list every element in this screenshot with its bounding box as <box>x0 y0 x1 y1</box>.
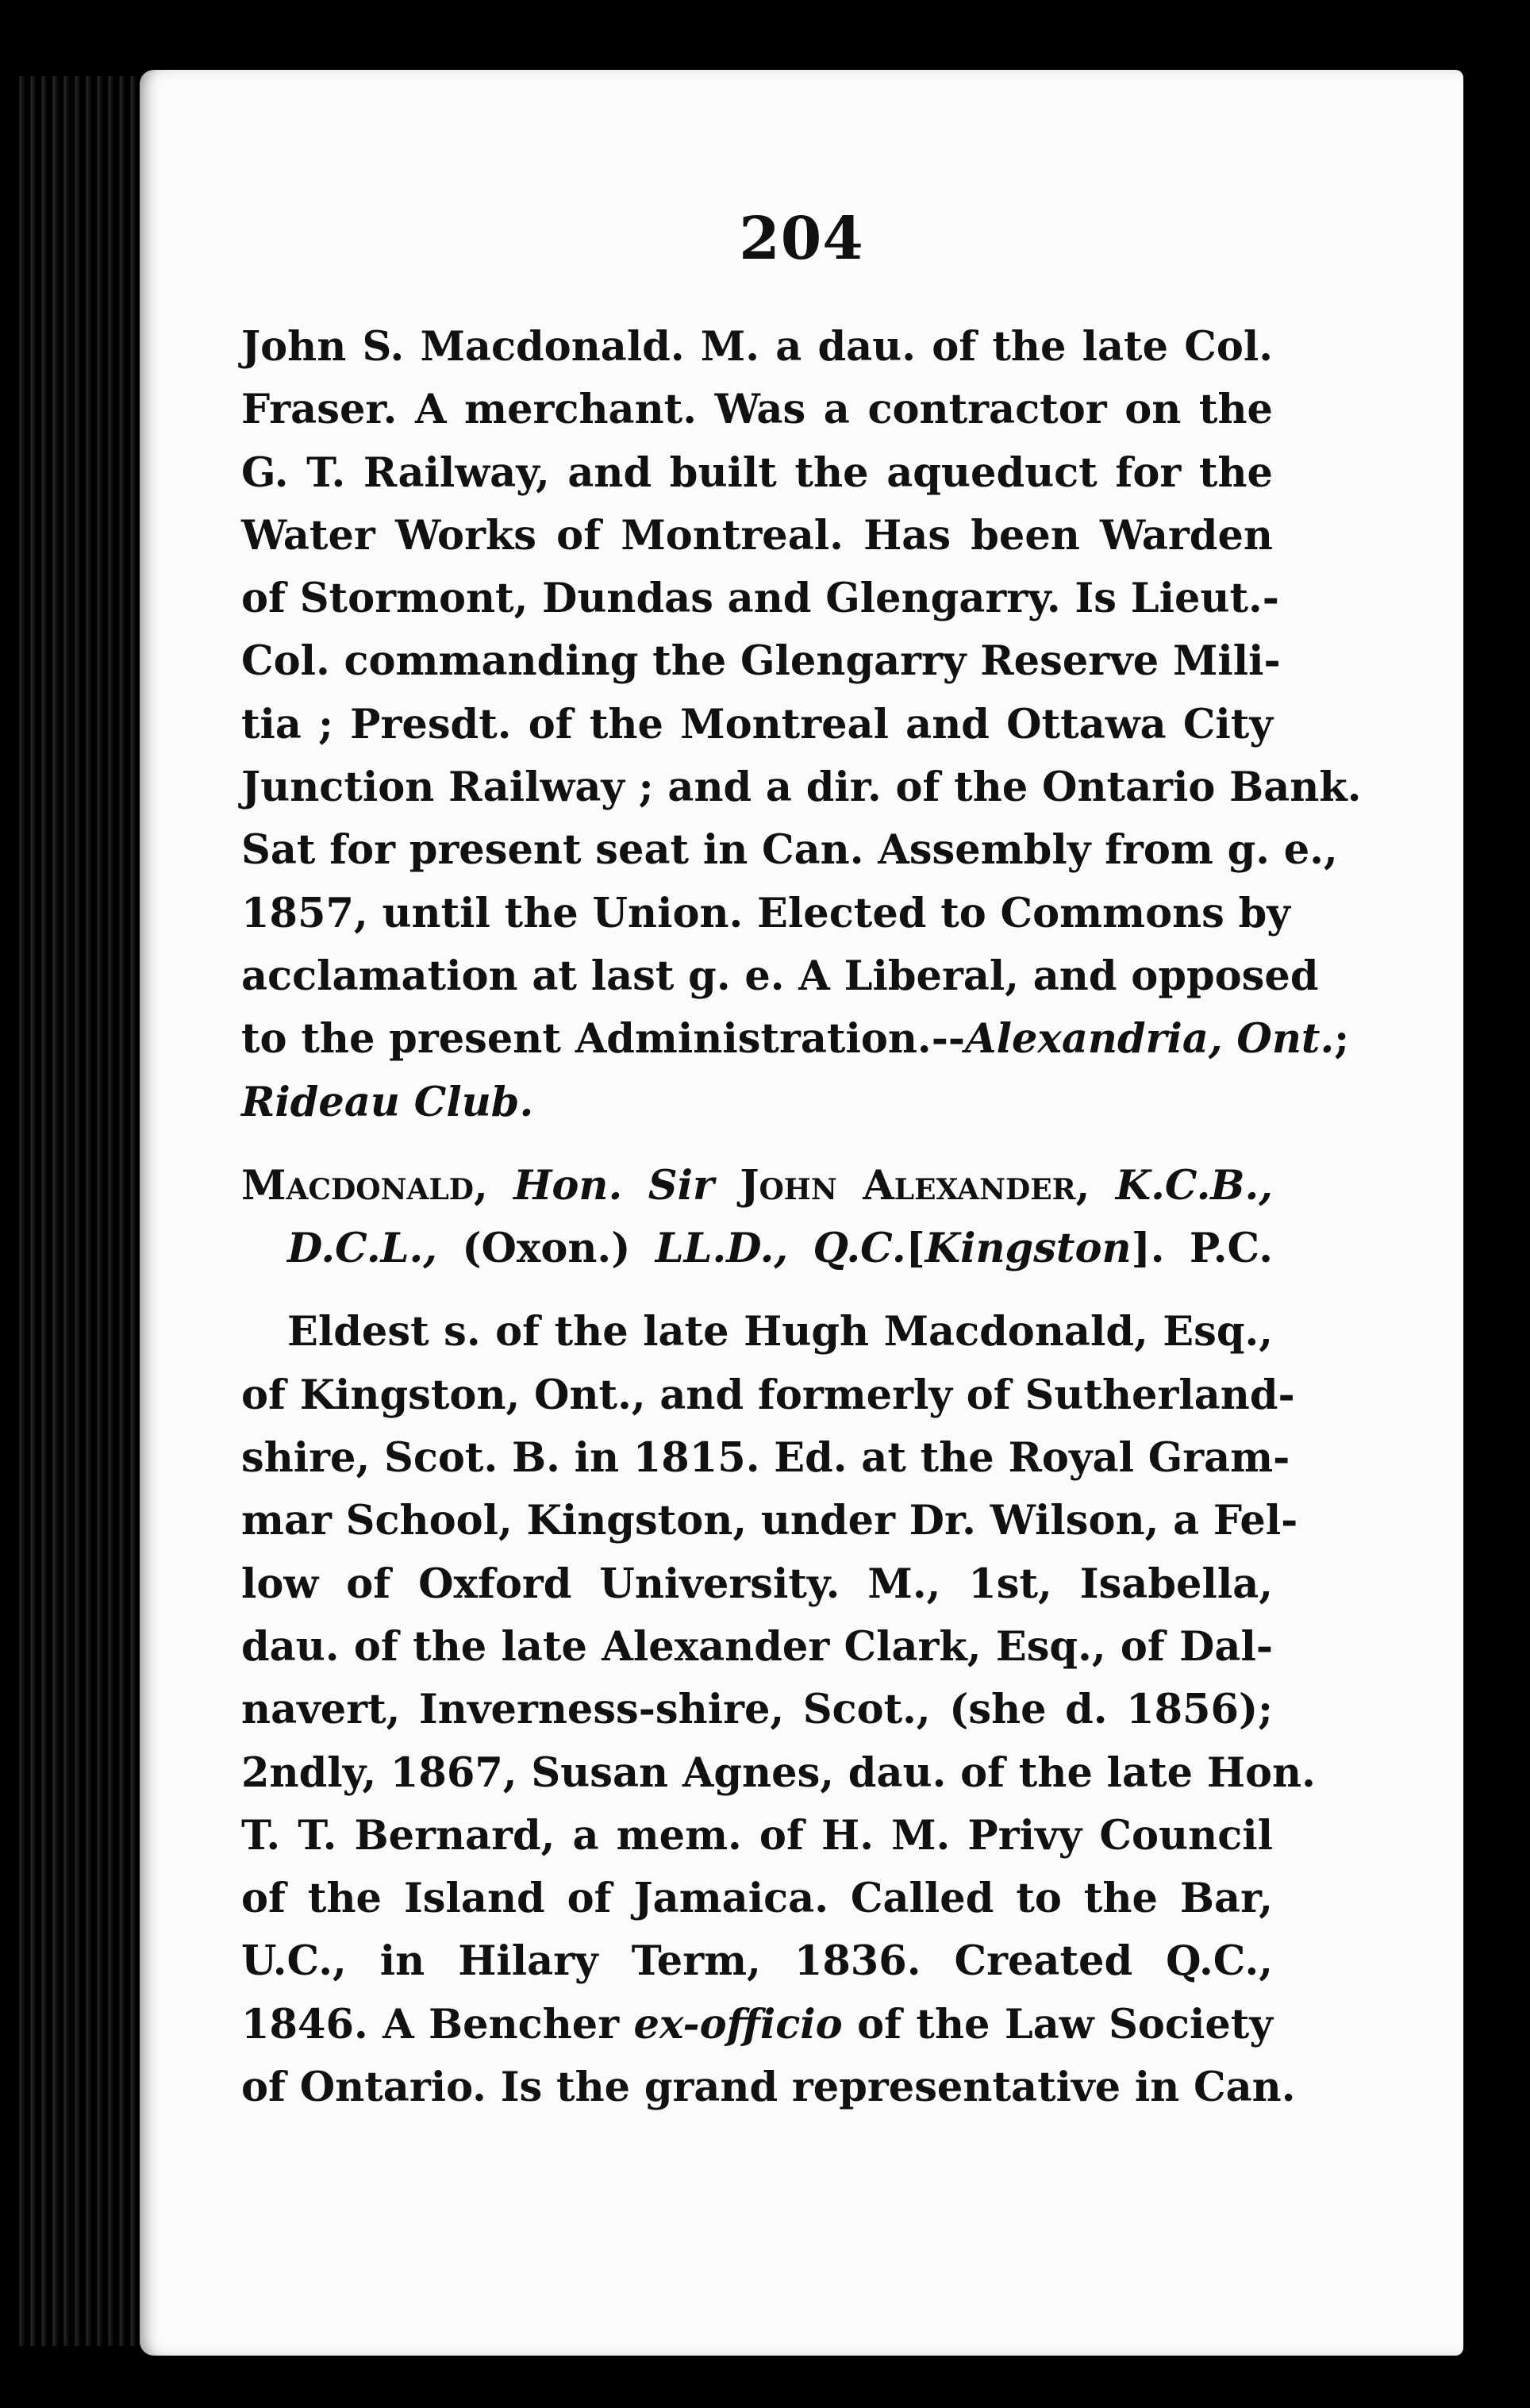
heading-title: Hon. Sir <box>513 1161 714 1210</box>
text-fragment: to the present Administration.-- <box>241 1015 966 1064</box>
text-fragment: of the Law Society <box>857 2000 1273 2048</box>
heading-pc: P.C. <box>1189 1225 1273 1273</box>
text-line: of Stormont, Dundas and Glengarry. Is Lieut.- <box>241 575 1279 623</box>
text-line: acclamation at last g. e. A Liberal, and opposed <box>241 952 1319 1000</box>
text-line: of the Island of Jamaica. Called to the Bar, <box>241 1875 1273 1923</box>
entry-gap <box>241 1134 1273 1155</box>
text-line: of Ontario. Is the grand representative in Can. <box>241 2064 1296 2112</box>
text-line: shire, Scot. B. in 1815. Ed. at the Royal Gram- <box>241 1434 1290 1483</box>
heading-honour: K.C.B., <box>1115 1161 1273 1210</box>
entry-gap <box>241 1280 1273 1301</box>
entry-heading-continued <box>241 1217 1273 1280</box>
text-line <box>241 1008 1350 1071</box>
heading-oxon: (Oxon.) <box>462 1225 631 1273</box>
heading-honour: D.C.L., <box>287 1225 437 1273</box>
text-line: Fraser. A merchant. Was a contractor on the <box>241 386 1273 434</box>
text-line: 1857, until the Union. Elected to Commons by <box>241 889 1290 937</box>
text-line: mar School, Kingston, under Dr. Wilson, a Fel- <box>241 1497 1298 1545</box>
text-line: T. T. Bernard, a mem. of H. M. Privy Council <box>241 1811 1273 1860</box>
text-line: dau. of the late Alexander Clark, Esq., of Dal- <box>241 1622 1273 1671</box>
text-line: John S. Macdonald. M. a dau. of the late Col. <box>241 323 1273 371</box>
text-line <box>241 1994 1273 2056</box>
heading-honour: LL.D., <box>655 1225 789 1273</box>
heading-bracket: ]. <box>1131 1225 1165 1273</box>
page-text <box>241 316 1362 2119</box>
heading-riding: Kingston <box>925 1225 1132 1273</box>
text-line: Sat for present seat in Can. Assembly from g. e., <box>241 826 1338 875</box>
text-line: of Kingston, Ont., and formerly of Sutherland- <box>241 1371 1295 1419</box>
heading-bracket: [ <box>905 1225 925 1273</box>
text-line: 2ndly, 1867, Susan Agnes, dau. of the late Hon. <box>241 1748 1316 1797</box>
text-line: tia ; Presdt. of the Montreal and Ottawa City <box>241 700 1273 748</box>
place-name: Alexandria, Ont. <box>965 1015 1335 1064</box>
text-fragment: ; <box>1334 1015 1350 1064</box>
text-line: G. T. Railway, and built the aqueduct for the <box>241 448 1273 497</box>
text-line: Eldest s. of the late Hugh Macdonald, Esq., <box>287 1308 1273 1356</box>
heading-surname: Macdonald, <box>241 1161 488 1210</box>
text-line: low of Oxford University. M., 1st, Isabella, <box>241 1560 1273 1608</box>
text-fragment: 1846. A Bencher <box>241 2000 620 2048</box>
page-number: 204 <box>739 205 864 273</box>
heading-honour: Q.C. <box>813 1225 906 1273</box>
text-line: Col. commanding the Glengarry Reserve Mili- <box>241 637 1281 686</box>
text-line: Water Works of Montreal. Has been Warden <box>241 511 1273 560</box>
text-line <box>241 1071 1273 1134</box>
text-line: navert, Inverness-shire, Scot., (she d. 1856); <box>241 1686 1273 1734</box>
heading-name: John Alexander, <box>740 1161 1090 1210</box>
text-line: Junction Railway ; and a dir. of the Ontario Bank. <box>241 764 1362 812</box>
entry-heading <box>241 1155 1273 1217</box>
latin-phrase: ex-officio <box>633 2000 843 2048</box>
club-name: Rideau Club. <box>241 1078 534 1126</box>
book-binding-edge <box>14 76 149 2346</box>
text-line: U.C., in Hilary Term, 1836. Created Q.C., <box>241 1937 1273 1986</box>
